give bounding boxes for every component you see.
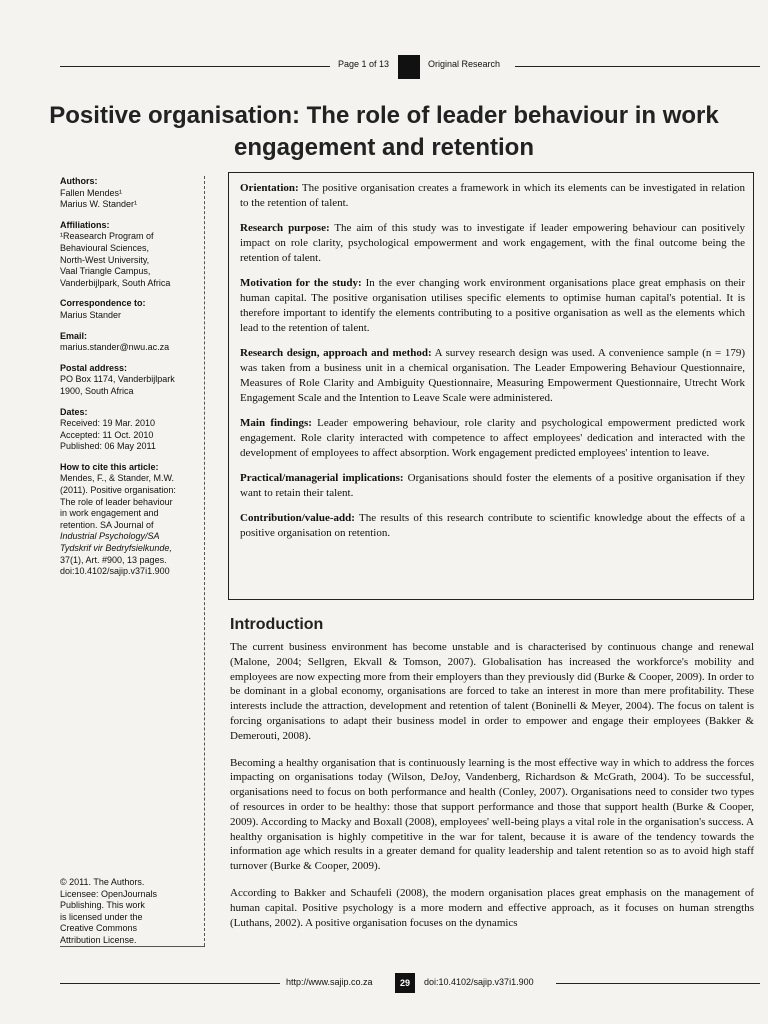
abstract-text: In the ever changing work environment organisations place great emphasis on their human capital. The positive organisation utilises specific elements to optimise human capital's potential. It is therefore important to identify the elements contributing to a positive organisation as well as the elements which lead to the retention of talent. bbox=[240, 277, 745, 334]
dates-block bbox=[60, 407, 205, 453]
header-rule-left bbox=[60, 66, 330, 67]
article-title: Positive organisation: The role of leader behaviour in work engagement and retention bbox=[49, 102, 719, 161]
citation-line: in work engagement and bbox=[60, 508, 159, 519]
affiliation-line: North-West University, bbox=[60, 254, 150, 265]
sidebar-divider bbox=[204, 176, 206, 946]
email-label: Email: bbox=[60, 330, 88, 341]
abstract-label: Contribution/value-add: bbox=[240, 512, 355, 524]
abstract-text: Leader empowering behaviour, role clarity and psychological empowerment predicted work engagement. Role clarity interacted with competence to affect employees' dedication and interacted with the development of employees to affect absorption. Work engagement predicted employees' intention to leave. bbox=[240, 417, 745, 459]
postal-block bbox=[60, 363, 205, 398]
abstract-label: Research purpose: bbox=[240, 222, 330, 234]
abstract-implications bbox=[240, 471, 745, 501]
author-name: Marius W. Stander¹ bbox=[60, 199, 138, 210]
abstract-text: The aim of this study was to investigate if leader empowering behaviour can positively impact on role clarity, psychological empowerment and work engagement, with the final outcome being the retention of talent. bbox=[240, 222, 746, 264]
date-published: Published: 06 May 2011 bbox=[60, 441, 156, 452]
abstract-label: Research design, approach and method: bbox=[240, 347, 432, 359]
license-line: Creative Commons bbox=[60, 923, 138, 934]
affiliation-line: Vaal Triangle Campus, bbox=[60, 266, 151, 277]
license-line: Attribution License. bbox=[60, 934, 137, 945]
footer-rule-left bbox=[60, 983, 280, 984]
license-block bbox=[60, 877, 200, 947]
correspondence-name: Marius Stander bbox=[60, 309, 122, 320]
affiliation-line: Vanderbijlpark, South Africa bbox=[60, 277, 171, 288]
abstract-purpose bbox=[240, 221, 745, 266]
abstract-text: The results of this research contribute to scientific knowledge about the effects of a positive organisation on retention. bbox=[240, 512, 745, 539]
header-block bbox=[398, 55, 420, 79]
citation-line: (2011). Positive organisation: bbox=[60, 485, 176, 496]
body-paragraph: The current business environment has become unstable and is characterised by continuous change and renewal (Malone, 2004; Sellgren, Ekvall & Tomson, 2007). Globalisation has increased the workforce's mobility and employees are now expecting more from their employers than they previously did (Burke & Cooper, 2009). In order to be dominant in a global economy, organisations are forced to take an interest in more than mere profitability. These interests include the attraction, development and retention of talent (Boninelli & Meyer, 2004). The focus on talent is forcing organisations to adapt their business model in order to empower and engage their employees (Bakker & Demerouti, 2008). bbox=[230, 641, 754, 742]
abstract-text: A survey research design was used. A convenience sample (n = 179) was taken from a business unit in a chemical organisation. The Leader Empowering Behaviour Questionnaire, Measures of Role Clarity and Ambiguity Questionnaire, Measuring Empowerment Questionnaire, Utrecht Work Engagement Scale and the Intention to Leave Scale were administered. bbox=[240, 347, 745, 404]
page-footer bbox=[60, 973, 760, 993]
abstract-text: Organisations should foster the elements of a positive organisation if they want to retain their talent. bbox=[240, 472, 745, 499]
authors-block bbox=[60, 176, 205, 211]
citation-line: Mendes, F., & Stander, M.W. bbox=[60, 473, 175, 484]
header-rule-right bbox=[515, 66, 760, 67]
section-heading-introduction: Introduction bbox=[230, 616, 324, 633]
citation-line: retention. SA Journal of bbox=[60, 519, 154, 530]
affiliations-label: Affiliations: bbox=[60, 219, 110, 230]
license-line: Publishing. This work bbox=[60, 900, 145, 911]
affiliations-block bbox=[60, 220, 205, 290]
affiliation-line: ¹Reasearch Program of bbox=[60, 231, 154, 242]
body-paragraph: According to Bakker and Schaufeli (2008), the modern organisation places great emphasis on the management of human capital. Positive psychology is a more modern and effective approach, as it focuses on human strengths (Luthans, 2002). A positive organisation focuses on the dynamics bbox=[230, 886, 754, 929]
abstract-findings bbox=[240, 416, 745, 461]
citation-line: Tydskrif vir Bedryfsielkunde, bbox=[60, 543, 172, 554]
abstract-label: Motivation for the study: bbox=[240, 277, 362, 289]
affiliation-line: Behavioural Sciences, bbox=[60, 242, 150, 253]
dates-label: Dates: bbox=[60, 406, 88, 417]
author-name: Fallen Mendes¹ bbox=[60, 187, 123, 198]
abstract-label: Main findings: bbox=[240, 417, 312, 429]
postal-label: Postal address: bbox=[60, 362, 128, 373]
correspondence-label: Correspondence to: bbox=[60, 298, 146, 309]
citation-block bbox=[60, 462, 205, 578]
license-line: Licensee: OpenJournals bbox=[60, 888, 158, 899]
section-label: Original Research bbox=[428, 59, 501, 69]
journal-url[interactable]: http://www.sajip.co.za bbox=[286, 977, 373, 987]
license-line: is licensed under the bbox=[60, 911, 143, 922]
license-line: © 2011. The Authors. bbox=[60, 877, 145, 887]
postal-line: PO Box 1174, Vanderbijlpark bbox=[60, 374, 175, 385]
citation-label: How to cite this article: bbox=[60, 461, 159, 472]
abstract-contribution bbox=[240, 511, 745, 541]
date-accepted: Accepted: 11 Oct. 2010 bbox=[60, 429, 154, 440]
correspondence-block bbox=[60, 298, 205, 321]
abstract-text: The positive organisation creates a framework in which its elements can be investigated in relation to the retention of talent. bbox=[240, 182, 745, 209]
date-received: Received: 19 Mar. 2010 bbox=[60, 418, 156, 429]
body-paragraph: Becoming a healthy organisation that is continuously learning is the most effective way in which to address the forces impacting on organisations today (Wilson, DeJoy, Vandenberg, Richardson & McGrath, 2004). To be successful, organisations need to focus on both performance and health (Conley, 2007). Organisations need to consider two types of resources in order to be healthy: those that support performance and those that support health (Burke & Cooper, 2009). According to Macky and Boxall (2008), employees' well-being plays a vital role in the organisation's success. A healthy organisation is highly competitive in the war for talent, because it is aware of the tendency towards the information age which results in a greater demand for quality leadership and talent retention so as to avoid high staff turnover (Burke & Cooper, 2009). bbox=[230, 756, 754, 873]
introduction-body bbox=[230, 640, 754, 942]
abstract-label: Orientation: bbox=[240, 182, 299, 194]
citation-line: Industrial Psychology/SA bbox=[60, 531, 160, 542]
postal-line: 1900, South Africa bbox=[60, 385, 134, 396]
sidebar bbox=[60, 176, 205, 587]
page-indicator: Page 1 of 13 bbox=[338, 59, 390, 69]
abstract-design bbox=[240, 346, 745, 406]
email-block bbox=[60, 331, 205, 354]
email-address[interactable]: marius.stander@nwu.ac.za bbox=[60, 342, 170, 353]
citation-line: 37(1), Art. #900, 13 pages. bbox=[60, 554, 167, 565]
abstract-box bbox=[228, 172, 754, 600]
page-number: 29 bbox=[395, 973, 415, 993]
citation-line: The role of leader behaviour bbox=[60, 496, 173, 507]
footer-doi[interactable]: doi:10.4102/sajip.v37i1.900 bbox=[424, 977, 534, 987]
authors-label: Authors: bbox=[60, 176, 98, 186]
abstract-motivation bbox=[240, 276, 745, 336]
abstract-orientation bbox=[240, 181, 745, 211]
footer-rule-right bbox=[556, 983, 760, 984]
abstract-label: Practical/managerial implications: bbox=[240, 472, 404, 484]
page-header bbox=[60, 55, 760, 79]
citation-doi[interactable]: doi:10.4102/sajip.v37i1.900 bbox=[60, 566, 170, 577]
